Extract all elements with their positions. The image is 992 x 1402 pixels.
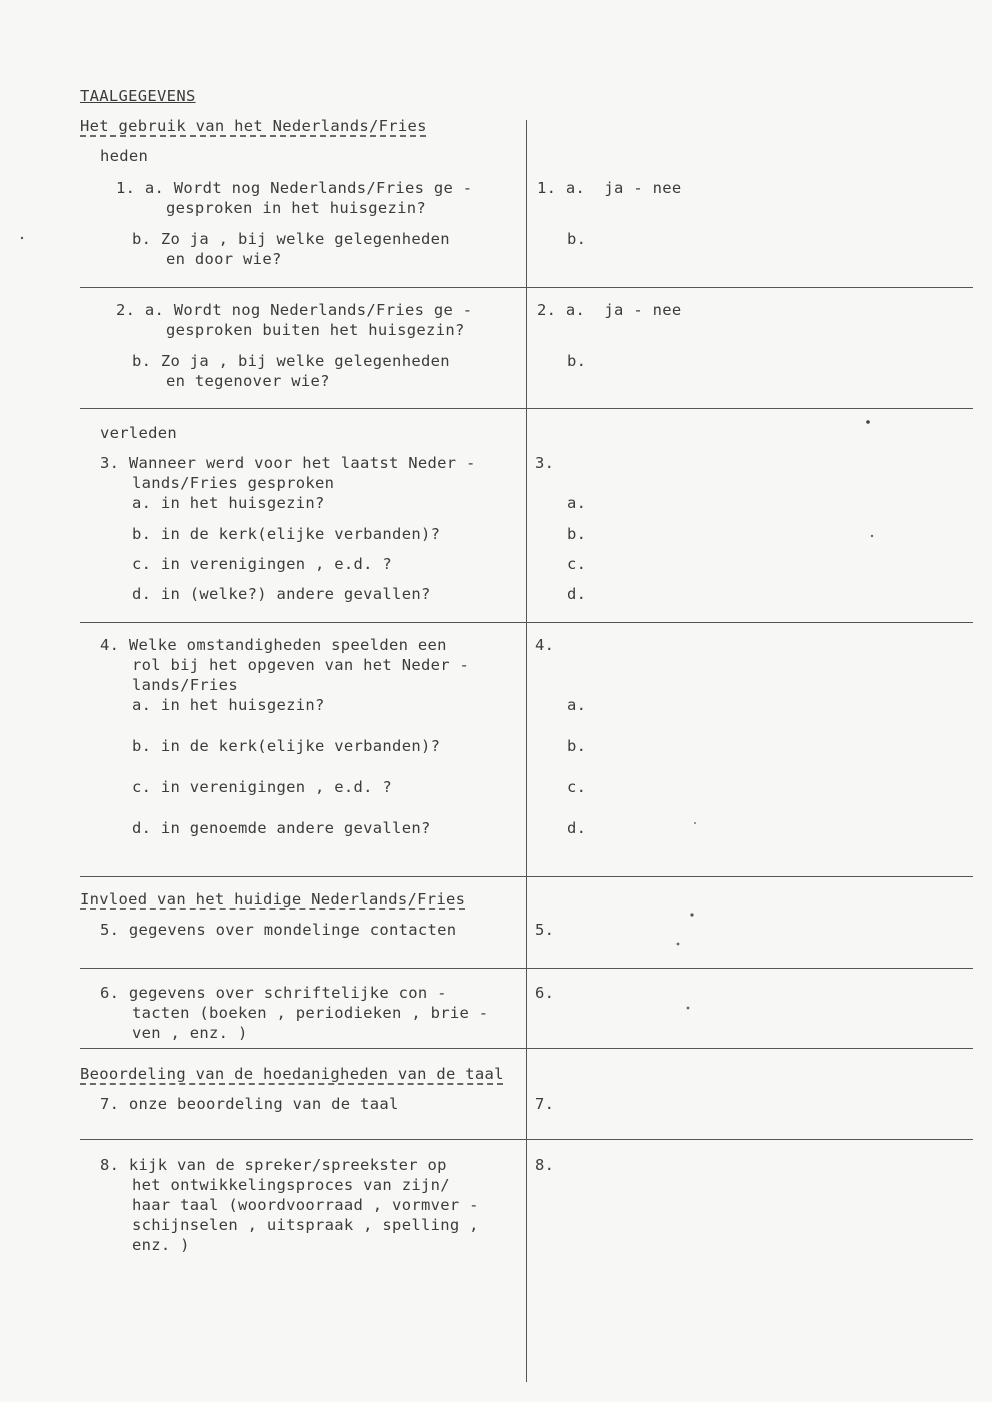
answer-7: 7. (535, 1095, 555, 1113)
answer-2a: 2. a. ja - nee (537, 301, 682, 319)
answer-1a: 1. a. ja - nee (537, 179, 682, 197)
question-4a: a. in het huisgezin? (132, 696, 325, 714)
question-4c: c. in verenigingen , e.d. ? (132, 778, 393, 796)
question-7: 7. onze beoordeling van de taal (100, 1095, 399, 1113)
answer-6: 6. (535, 984, 555, 1002)
question-8-line4: schijnselen , uitspraak , spelling , (132, 1216, 479, 1234)
question-1a-line1: 1. a. Wordt nog Nederlands/Fries ge - (116, 179, 473, 197)
answer-4: 4. (535, 636, 555, 654)
question-4-line1: 4. Welke omstandigheden speelden een (100, 636, 447, 654)
section-heading-invloed: Invloed van het huidige Nederlands/Fries (80, 890, 466, 908)
question-3c: c. in verenigingen , e.d. ? (132, 555, 393, 573)
section-heading-gebruik: Het gebruik van het Nederlands/Fries (80, 117, 427, 135)
question-2a-line2: gesproken buiten het huisgezin? (166, 321, 465, 339)
answer-2b: b. (567, 352, 587, 370)
question-8-line1: 8. kijk van de spreker/spreekster op (100, 1156, 447, 1174)
question-4-line3: lands/Fries (132, 676, 238, 694)
question-3a: a. in het huisgezin? (132, 494, 325, 512)
question-3-line1: 3. Wanneer werd voor het laatst Neder - (100, 454, 476, 472)
question-3b: b. in de kerk(elijke verbanden)? (132, 525, 441, 543)
question-3d: d. in (welke?) andere gevallen? (132, 585, 431, 603)
question-2a-line1: 2. a. Wordt nog Nederlands/Fries ge - (116, 301, 473, 319)
answer-4a: a. (567, 696, 587, 714)
question-2b-line1: b. Zo ja , bij welke gelegenheden (132, 352, 450, 370)
answer-3d: d. (567, 585, 587, 603)
question-4b: b. in de kerk(elijke verbanden)? (132, 737, 441, 755)
answer-4b: b. (567, 737, 587, 755)
page-title: TAALGEGEVENS (80, 87, 196, 105)
answer-3a: a. (567, 494, 587, 512)
section-heading-beoordeling: Beoordeling van de hoedanigheden van de taal (80, 1065, 504, 1083)
answer-3b: b. (567, 525, 587, 543)
question-4-line2: rol bij het opgeven van het Neder - (132, 656, 470, 674)
question-8-line3: haar taal (woordvoorraad , vormver - (132, 1196, 479, 1214)
answer-8: 8. (535, 1156, 555, 1174)
question-2b-line2: en tegenover wie? (166, 372, 330, 390)
answer-4c: c. (567, 778, 587, 796)
answer-3: 3. (535, 454, 555, 472)
answer-5: 5. (535, 921, 555, 939)
answer-1b: b. (567, 230, 587, 248)
question-1a-line2: gesproken in het huisgezin? (166, 199, 427, 217)
question-5: 5. gegevens over mondelinge contacten (100, 921, 457, 939)
answer-4d: d. (567, 819, 587, 837)
question-8-line2: het ontwikkelingsproces van zijn/ (132, 1176, 450, 1194)
question-6-line3: ven , enz. ) (132, 1024, 248, 1042)
answer-3c: c. (567, 555, 587, 573)
question-6-line2: tacten (boeken , periodieken , brie - (132, 1004, 489, 1022)
question-6-line1: 6. gegevens over schriftelijke con - (100, 984, 447, 1002)
question-3-line2: lands/Fries gesproken (132, 474, 335, 492)
question-8-line5: enz. ) (132, 1236, 190, 1254)
question-1b-line2: en door wie? (166, 250, 282, 268)
subsection-heden: heden (100, 147, 149, 165)
question-4d: d. in genoemde andere gevallen? (132, 819, 431, 837)
question-1b-line1: b. Zo ja , bij welke gelegenheden (132, 230, 450, 248)
subsection-verleden: verleden (100, 424, 178, 442)
